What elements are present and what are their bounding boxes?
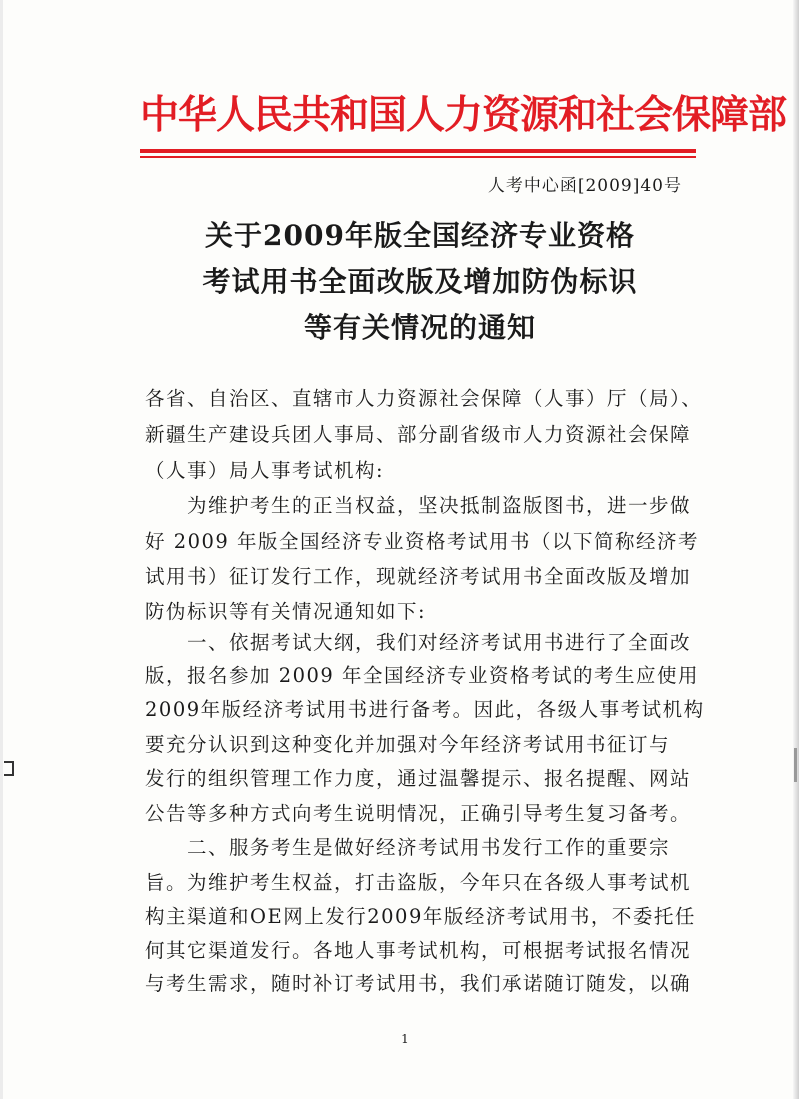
binding-mark-left (4, 761, 14, 776)
letterhead-rule-thin (140, 156, 696, 158)
body-line: 二、服务考生是做好经济考试用书发行工作的重要宗 (145, 836, 671, 859)
body-line: 版，报名参加 2009 年全国经济专业资格考试的考生应使用 (145, 664, 700, 687)
body-line: （人事）局人事考试机构: (145, 459, 385, 482)
body-line: 要充分认识到这种变化并加强对今年经济考试用书征订与 (145, 733, 671, 756)
body-line: 发行的组织管理工作力度，通过温馨提示、报名提醒、网站 (145, 767, 692, 790)
body-line: 好 2009 年版全国经济专业资格考试用书（以下简称经济考 (145, 530, 700, 553)
body-line: 试用书）征订发行工作，现就经济考试用书全面改版及增加 (145, 565, 692, 588)
body-line: 防伪标识等有关情况通知如下: (145, 600, 427, 623)
letterhead-rule-thick (140, 149, 696, 153)
binding-mark-right (794, 748, 797, 782)
title-line-3: 等有关情况的通知 (303, 311, 536, 344)
body-line: 新疆生产建设兵团人事局、部分副省级市人力资源社会保障 (145, 423, 692, 446)
body-line: 公告等多种方式向考生说明情况，正确引导考生复习备考。 (145, 802, 692, 825)
body-line: 一、依据考试大纲，我们对经济考试用书进行了全面改 (145, 631, 692, 654)
scan-edge-left (0, 0, 3, 1099)
scan-edge-right (793, 0, 799, 1099)
title-line-1: 关于2009年版全国经济专业资格 (205, 219, 635, 252)
page-number: 1 (401, 1032, 409, 1046)
title-line-2: 考试用书全面改版及增加防伪标识 (202, 265, 638, 298)
document-number: 人考中心函[2009]40号 (487, 176, 682, 196)
body-line: 构主渠道和OE网上发行2009年版经济考试用书，不委托任 (145, 905, 696, 928)
body-line: 何其它渠道发行。各地人事考试机构，可根据考试报名情况 (145, 939, 692, 962)
body-line: 为维护考生的正当权益，坚决抵制盗版图书，进一步做 (145, 494, 692, 517)
letterhead: 中华人民共和国人力资源和社会保障部 (140, 93, 787, 138)
body-line: 2009年版经济考试用书进行备考。因此，各级人事考试机构 (145, 698, 705, 721)
body-line: 各省、自治区、直辖市人力资源社会保障（人事）厅（局）、 (145, 387, 703, 410)
body-line: 旨。为维护考生权益，打击盗版，今年只在各级人事考试机 (145, 871, 692, 894)
body-line: 与考生需求，随时补订考试用书，我们承诺随订随发，以确 (145, 972, 692, 995)
